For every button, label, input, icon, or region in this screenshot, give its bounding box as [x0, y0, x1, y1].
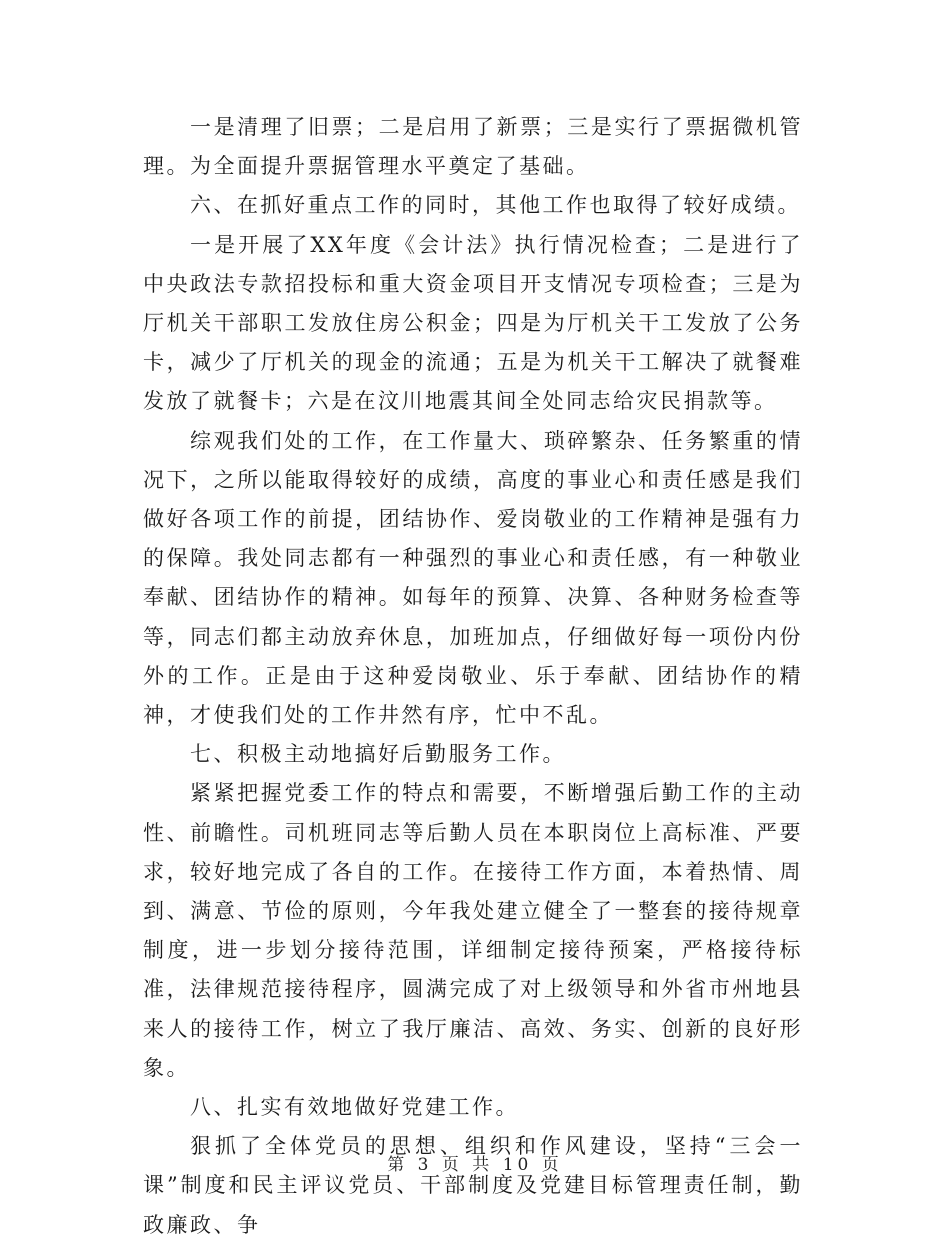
paragraph-logistics: 紧紧把握党委工作的特点和需要，不断增强后勤工作的主动性、前瞻性。司机班同志等后勤人员在本职岗位上高标准、严要求，较好地完成了各自的工作。在接待工作方面，本着热情、周到、满意、节俭的原则，今年我处建立健全了一整套的接待规章制度，进一步划分接待范围，详细制定接待预案，严格接待标准，法律规范接待程序，圆满完成了对上级领导和外省市州地县来人的接待工作，树立了我厅廉洁、高效、务实、创新的良好形象。: [143, 781, 803, 1080]
paragraph-other-work: 一是开展了XX年度《会计法》执行情况检查；二是进行了中央政法专款招投标和重大资金项目开支情况专项检查；三是为厅机关干部职工发放住房公积金；四是为厅机关干工发放了公务卡，减少了厅机关的现金的流通；五是为机关干工解决了就餐难发放了就餐卡；六是在汶川地震其间全处同志给灾民捐款等。: [143, 232, 803, 414]
document-body: [143, 108, 803, 1245]
page-number-footer: 第 3 页 共 10 页: [387, 1155, 563, 1175]
heading-section-eight: 八、扎实有效地做好党建工作。: [190, 1095, 519, 1120]
heading-section-six: 六、在抓好重点工作的同时，其他工作也取得了较好成绩。: [190, 193, 801, 218]
paragraph-ticket-summary: 一是清理了旧票；二是启用了新票；三是实行了票据微机管理。为全面提升票据管理水平奠定了基础。: [143, 115, 803, 179]
heading-section-seven: 七、积极主动地搞好后勤服务工作。: [190, 742, 566, 767]
paragraph-party-building: 狠抓了全体党员的思想、组织和作风建设，坚持“三会一课”制度和民主评议党员、干部制度及党建目标管理责任制，勤政廉政、争: [143, 1134, 803, 1237]
paragraph-overview: 综观我们处的工作，在工作量大、琐碎繁杂、任务繁重的情况下，之所以能取得较好的成绩，高度的事业心和责任感是我们做好各项工作的前提，团结协作、爱岗敬业的工作精神是强有力的保障。我处同志都有一种强烈的事业心和责任感，有一种敬业奉献、团结协作的精神。如每年的预算、决算、各种财务检查等等，同志们都主动放弃休息，加班加点，仔细做好每一项份内份外的工作。正是由于这种爱岗敬业、乐于奉献、团结协作的精神，才使我们处的工作井然有序，忙中不乱。: [143, 428, 803, 728]
